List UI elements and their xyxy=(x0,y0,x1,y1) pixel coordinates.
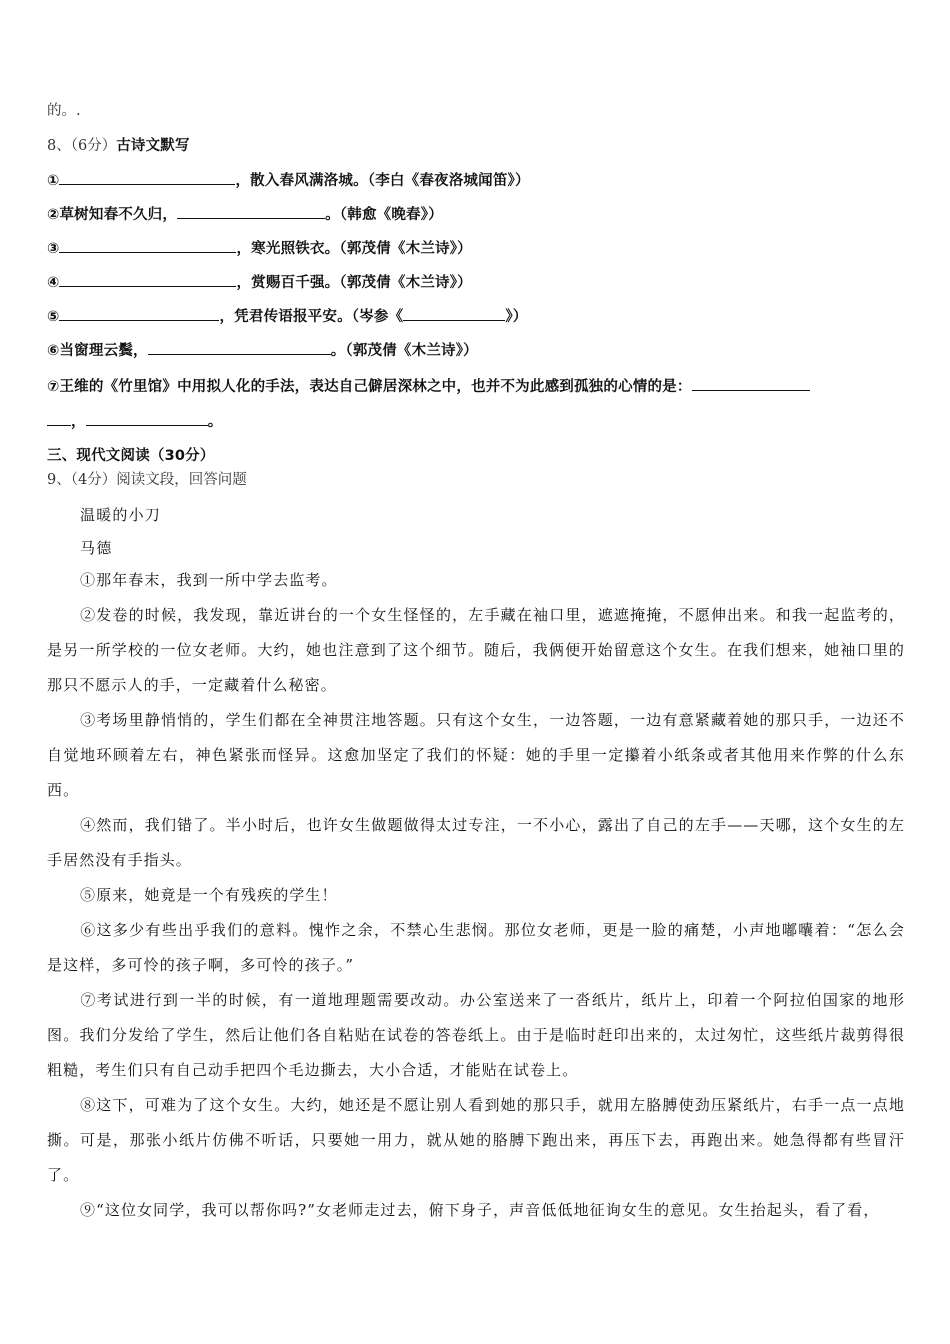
paragraph-6: ⑥这多少有些出乎我们的意料。愧怍之余，不禁心生悲悯。那位女老师，更是一脸的痛楚，小声地嘟囔着：“怎么会是这样，多可怜的孩子啊，多可怜的孩子。” xyxy=(47,921,905,974)
item-marker: ⑦ xyxy=(47,379,60,395)
item-text: 。 xyxy=(207,414,223,430)
paragraph-8: ⑧这下，可难为了这个女生。大约，她还是不愿让别人看到她的那只手，就用左胳膊使劲压紧纸片，右手一点一点地撕。可是，那张小纸片仿佛不听话，只要她一用力，就从她的胳膊下跑出来，再压下去，再跑出来。她急得都有些冒汗了。 xyxy=(47,1096,905,1184)
answer-blank[interactable] xyxy=(59,272,236,287)
answer-blank[interactable] xyxy=(692,376,810,391)
section-3-title: 三、现代文阅读（30分） xyxy=(47,448,215,464)
q8-item-7-cont xyxy=(47,411,222,432)
q8-item-1 xyxy=(47,170,530,191)
item-text: 草树知春不久归， xyxy=(59,207,178,223)
item-text: 。（韩愈《晚春》） xyxy=(325,207,443,223)
item-text: ，赏赐百千强。（郭茂倩《木兰诗》） xyxy=(236,275,472,291)
article-title: 温暖的小刀 xyxy=(80,506,162,524)
q8-item-4 xyxy=(47,272,472,293)
item-text: ， xyxy=(71,414,86,430)
item-marker: ③ xyxy=(47,241,60,257)
item-text: ，散入春风满洛城。（李白《春夜洛城闻笛》） xyxy=(235,173,530,189)
item-marker: ① xyxy=(47,173,60,189)
answer-blank[interactable] xyxy=(86,411,208,426)
carryover-text: 的。. xyxy=(47,103,81,119)
q8-item-5 xyxy=(47,306,528,327)
answer-blank[interactable] xyxy=(47,411,71,426)
q8-item-3 xyxy=(47,238,472,259)
item-text: ，寒光照铁衣。（郭茂倩《木兰诗》） xyxy=(236,241,472,257)
answer-blank[interactable] xyxy=(59,238,236,253)
paragraph-5: ⑤原来，她竟是一个有残疾的学生！ xyxy=(80,886,338,904)
answer-blank[interactable] xyxy=(148,340,331,355)
answer-blank[interactable] xyxy=(177,204,325,219)
paragraph-1: ①那年春末，我到一所中学去监考。 xyxy=(80,571,338,589)
article-author: 马德 xyxy=(80,539,113,557)
q8-item-7 xyxy=(47,376,810,397)
answer-blank[interactable] xyxy=(59,170,235,185)
item-text: 。（郭茂倩《木兰诗》） xyxy=(330,343,478,359)
paragraph-9: ⑨“这位女同学，我可以帮你吗?”女老师走过去，俯下身子，声音低低地征询女生的意见。女生抬起头，看了看， xyxy=(80,1201,880,1219)
paragraph-3: ③考场里静悄悄的，学生们都在全神贯注地答题。只有这个女生，一边答题，一边有意紧藏着她的那只手，一边还不自觉地环顾着左右，神色紧张而怪异。这愈加坚定了我们的怀疑：她的手里一定攥着小纸条或者其他用来作弊的什么东西。 xyxy=(47,711,905,799)
title-blank[interactable] xyxy=(403,306,505,321)
item-marker: ⑤ xyxy=(47,309,60,325)
item-text: ，凭君传语报平安。（岑参《 xyxy=(219,309,404,325)
answer-blank[interactable] xyxy=(59,306,219,321)
item-marker: ④ xyxy=(47,275,60,291)
q9-header: 9、（4分）阅读文段，回答问题 xyxy=(47,472,247,488)
item-marker: ② xyxy=(47,207,60,223)
item-text: 当窗理云鬓， xyxy=(59,343,148,359)
paragraph-2: ②发卷的时候，我发现，靠近讲台的一个女生怪怪的，左手藏在袖口里，遮遮掩掩，不愿伸出来。和我一起监考的，是另一所学校的一位女老师。大约，她也注意到了这个细节。随后，我俩便开始留意这个女生。在我们想来，她袖口里的那只不愿示人的手，一定藏着什么秘密。 xyxy=(47,606,905,694)
q8-item-2 xyxy=(47,204,443,225)
item-text: 》） xyxy=(505,309,528,325)
q8-number: 8、（6分） xyxy=(47,138,117,154)
item-text: 王维的《竹里馆》中用拟人化的手法，表达自己僻居深林之中，也并不为此感到孤独的心情的是： xyxy=(59,379,692,395)
paragraph-7: ⑦考试进行到一半的时候，有一道地理题需要改动。办公室送来了一沓纸片，纸片上，印着一个阿拉伯国家的地形图。我们分发给了学生，然后让他们各自粘贴在试卷的答卷纸上。由于是临时赶印出来的，太过匆忙，这些纸片裁剪得很粗糙，考生们只有自己动手把四个毛边撕去，大小合适，才能贴在试卷上。 xyxy=(47,991,905,1079)
q8-title: 古诗文默写 xyxy=(116,138,190,154)
paragraph-4: ④然而，我们错了。半小时后，也许女生做题做得太过专注，一不小心，露出了自己的左手——天哪，这个女生的左手居然没有手指头。 xyxy=(47,816,905,869)
q8-item-6 xyxy=(47,340,478,361)
q8-header xyxy=(47,136,190,156)
item-marker: ⑥ xyxy=(47,343,60,359)
